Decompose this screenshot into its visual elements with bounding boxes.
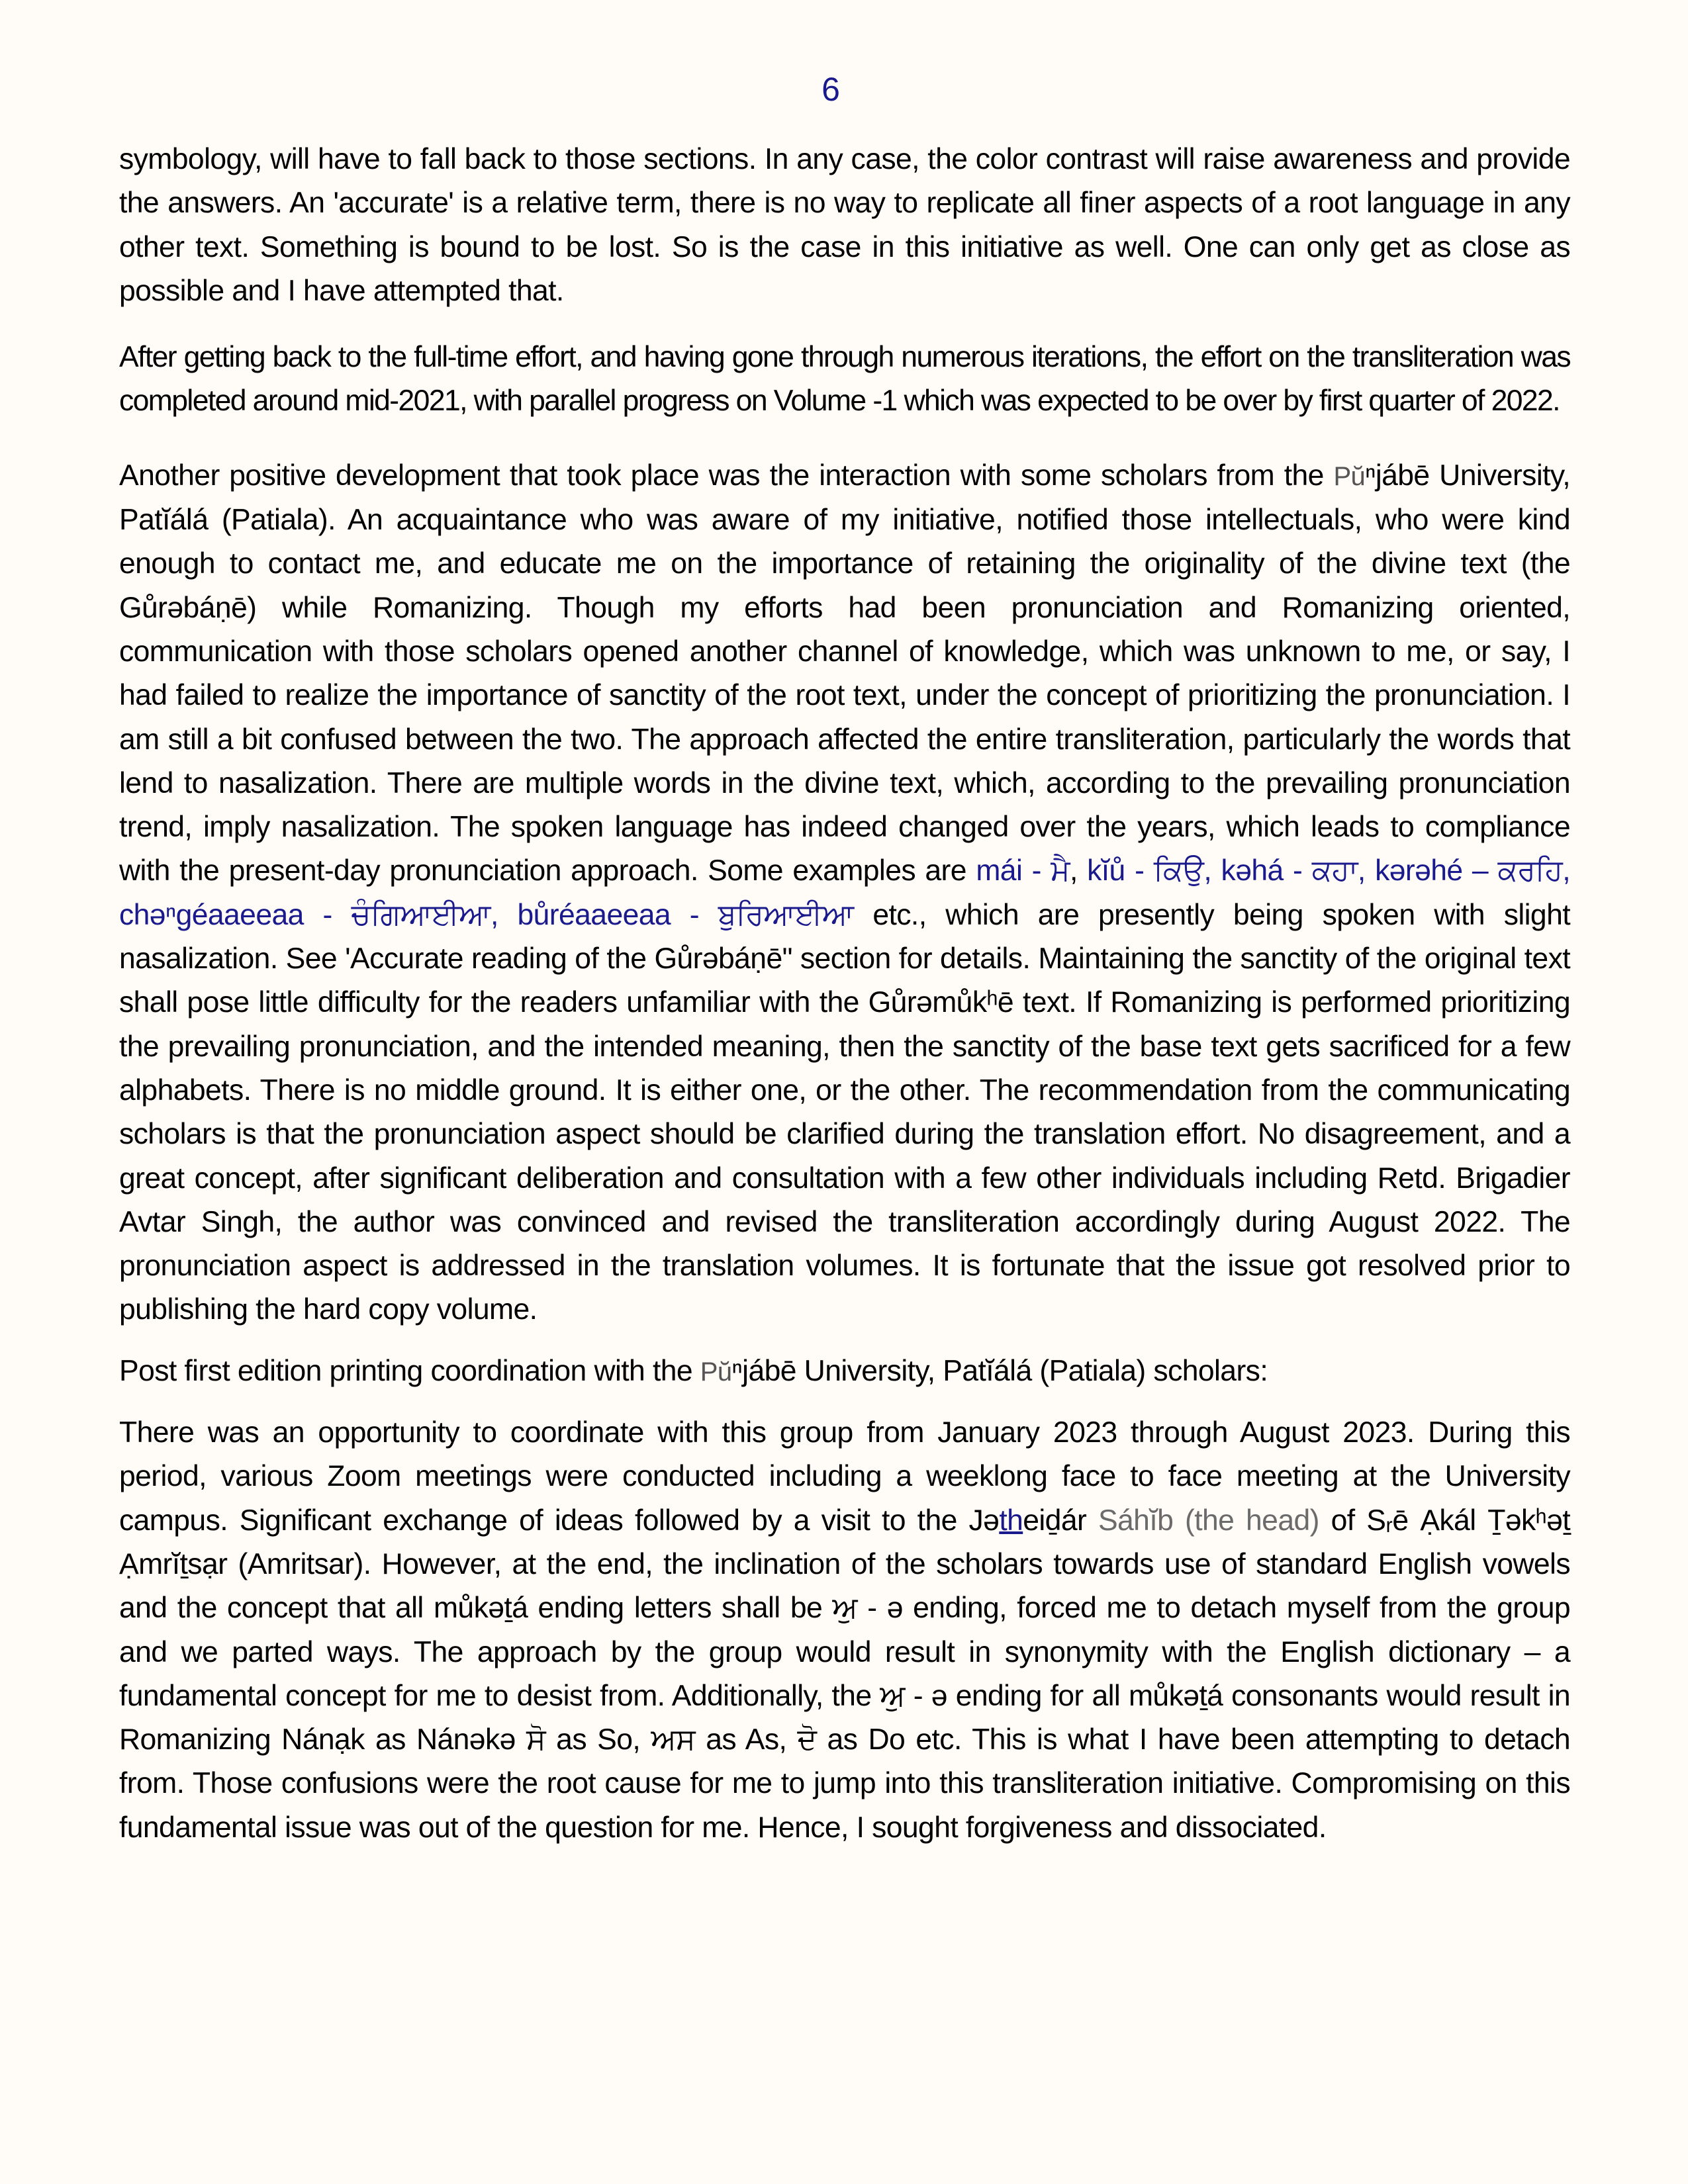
paragraph-spacer [119,313,1570,336]
section-heading-post-first-edition: Post first edition printing coordination with the Pŭⁿjábē University, Patĭálá (Patiala) scholars: [119,1354,1268,1387]
example-separator: , [1203,854,1221,887]
jathedar-underlined-link[interactable]: th [999,1504,1023,1537]
page-number: 6 [821,71,840,108]
punjabi-word-u: ŭ [717,1357,732,1387]
example-word: chəⁿgéaaeeaa - ਚੰਗਿਆਈਆ [119,898,491,931]
paragraph-3-text-c: etc., which are presently being spoken with slight nasalization. See 'Accurate reading of the Gůrəbáṇē" section for details. Maintaining the sanctity of the original text shall pose little difficulty for the readers unfamiliar with the Gůrəmůkʰē text. If Romanizing is performed prioritizing the prevailing pronunciation, and the intended meaning, then the sanctity of the base text gets sacrificed for a few alphabets. There is no middle ground. It is either one, or the other. The recommendation from the communicating scholars is that the pronunciation aspect should be clarified during the translation effort. No disagreement, and a great concept, after significant deliberation and consultation with a few other individuals including Retd. Brigadier Avtar Singh, the author was convinced and revised the transliteration accordingly during August 2022. The pronunciation aspect is addressed in the translation volumes. It is fortunate that the issue got resolved prior to publishing the hard copy volume. [119,898,1570,1326]
example-word: kĭů - ਕਿਉ [1087,854,1204,887]
paragraph-spacer [119,424,1570,454]
jathedar-word-a: Jə [968,1504,1000,1537]
punjabi-word-p: P [700,1357,718,1387]
paragraph-2: After getting back to the full-time effort, and having gone through numerous iterations, the effort on the transliteration was completed around mid-2021, with parallel progress on Volume -1 which was expected to be over by first quarter of 2022. [119,341,1570,418]
paragraph-3-text-a: Another positive development that took place was the interaction with some scholars from the [119,459,1334,492]
document-body [119,138,1570,1850]
paragraph-spacer [119,1394,1570,1411]
punjabi-word-rest: ⁿjábē [1365,459,1430,492]
paragraph-3 [119,454,1570,1332]
example-word: kəhá - ਕਹਾ [1221,854,1358,887]
paragraph-3-text-b: University, Patĭálá (Patiala). An acquaintance who was aware of my initiative, notified those intellectuals, who were kind enough to contact me, and educate me on the importance of retaining the originality of the divine text (the Gůrəbáṇē) while Romanizing. Though my efforts had been pronunciation and Romanizing oriented, communication with those scholars opened another channel of knowledge, which was unknown to me, or say, I had failed to realize the importance of sanctity of the root text, under the concept of prioritizing the pronunciation. I am still a bit confused between the two. The approach affected the entire transliteration, particularly the words that lend to nasalization. There are multiple words in the divine text, which, according to the prevailing pronunciation trend, imply nasalization. The spoken language has indeed changed over the years, which leads to compliance with the present-day pronunciation approach. Some examples are [119,459,1570,887]
example-separator: , [1562,854,1571,887]
example-separator: , [1357,854,1376,887]
sahib-phrase: Sáhĭb (the head) [1086,1504,1319,1537]
punjabi-word-u: ŭ [1350,461,1366,491]
example-separator: , [490,898,518,931]
example-separator: , [1069,854,1088,887]
example-word: mái - ਮੈ [976,854,1070,887]
paragraph-spacer [119,1332,1570,1349]
paragraph-5: There was an opportunity to coordinate with this group from January 2023 through August 2023. During this period, various Zoom meetings were conducted including a weeklong face to face meeting at the University campus. Significant exchange of ideas followed by a visit to the Jətheiḏár Sáhĭb (the head) of Sᵣē Ạkál Ṯəkʰəṯ Ạmrĭṯsạr (Amritsar). However, at the end, the inclination of the scholars towards use of standard English vowels and the concept that all můkəṯá ending letters shall be ਅੁ - ə ending, forced me to detach myself from the group and we parted ways. The approach by the group would result in synonymity with the English dictionary – a fundamental concept for me to desist from. Additionally, the ਅੁ - ə ending for all můkəṯá consonants would result in Romanizing Nánạk as Nánəkə ਸੋ as So, ਅਸ as As, ਦੋ as Do etc. This is what I have been attempting to detach from. Those confusions were the root cause for me to jump into this transliteration initiative. Compromising on this fundamental issue was out of the question for me. Hence, I sought forgiveness and dissociated. [119,1416,1570,1844]
jathedar-word-b: eiḏár [1023,1504,1087,1537]
punjabi-word-p: P [1333,461,1351,491]
paragraph-1: symbology, will have to fall back to those sections. In any case, the color contrast will raise awareness and provide the answers. An 'accurate' is a relative term, there is no way to replicate all finer aspects of a root language in any other text. Something is bound to be lost. So is the case in this initiative as well. One can only get as close as possible and I have attempted that. [119,143,1570,307]
example-word: bůréaaeeaa - ਬੁਰਿਆਈਆ [517,898,854,931]
punjabi-word-rest: ⁿjábē [731,1354,796,1387]
example-word: kərəhé – ਕਰਹਿ [1375,854,1563,887]
